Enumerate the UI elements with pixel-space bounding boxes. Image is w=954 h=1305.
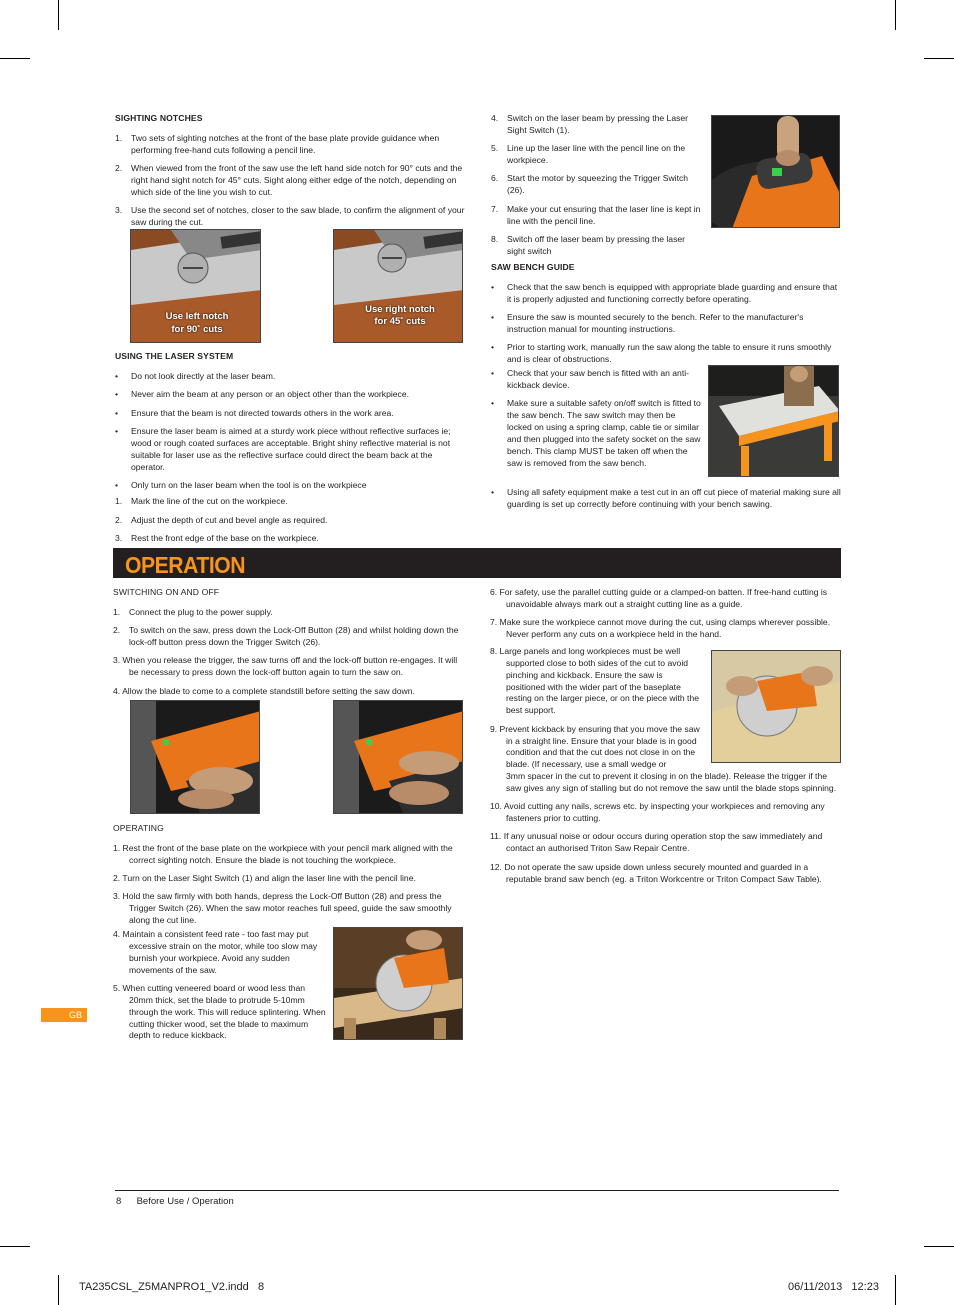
section-heading: OPERATING [113, 823, 164, 833]
list-item [491, 113, 703, 137]
list-item [491, 173, 703, 197]
item-text: When viewed from the front of the saw use the left hand side notch for 90° cuts and the right hand sight notch for 45° cuts. Sight along either edge of the notch, depending on which side of the line you wish to cut. [131, 163, 463, 197]
list-item [491, 312, 841, 336]
list-item: 12. Do not operate the saw upside down unless securely mounted and guarded in a reputable brand saw bench (eg. a Triton Workcentre or Triton Compact Saw Table). [490, 861, 822, 884]
crop-mark [0, 58, 30, 59]
item-text: Ensure that the beam is not directed towards others in the work area. [131, 407, 394, 418]
item-marker: 2. [115, 163, 123, 174]
crop-mark [924, 58, 954, 59]
item-text: Use the second set of notches, closer to the saw blade, to confirm the alignment of your saw during the cut. [131, 205, 465, 228]
item-text: Never aim the beam at any person or an object other than the workpiece. [131, 389, 410, 400]
laser-steps-continued [491, 113, 703, 264]
footer-section: Before Use / Operation [136, 1196, 234, 1207]
caption-line: Use left notch [165, 311, 229, 323]
sighting-list [115, 133, 465, 229]
item-text: Rest the front edge of the base on the workpiece. [131, 532, 319, 543]
item-marker: • [491, 281, 495, 292]
language-tab: GB [41, 1008, 87, 1022]
item-marker: 5. [491, 143, 499, 154]
item-text: Adjust the depth of cut and bevel angle as required. [131, 514, 328, 525]
photo-lock-off [130, 700, 260, 814]
operation-right-tail [490, 771, 841, 892]
item-text: Using all safety equipment make a test cut in an off cut piece of material making sure all guarding is set up correctly before continuing with your bench sawing. [507, 487, 841, 509]
list-item [491, 342, 841, 366]
list-item [115, 205, 465, 229]
list-item [115, 533, 465, 545]
list-item: 3. Hold the saw firmly with both hands, depress the Lock-Off Button (28) and press the Trigger Switch (26). When the saw motor reaches full speed, guide the saw smoothly along the cut line. [113, 891, 452, 926]
item-text: Start the motor by squeezing the Trigger Switch (26). [507, 173, 689, 196]
page-footer [116, 1195, 234, 1208]
item-text: Prior to starting work, manually run the saw along the table to ensure it runs smoothly and is clear of obstructions. [507, 342, 832, 365]
crop-mark [895, 1275, 896, 1305]
bullet: • [491, 487, 495, 497]
laser-bullet-list [115, 371, 465, 492]
list-item [491, 487, 841, 511]
item-marker: • [115, 370, 119, 381]
item-marker: 2. [115, 514, 123, 525]
item-marker: • [115, 479, 119, 490]
section-heading: SAW BENCH GUIDE [491, 262, 575, 272]
list-item: 4. Maintain a consistent feed rate - too fast may put excessive strain on the motor, while too slow may burnish your workpiece. Avoid any sudden movements of the saw. [113, 929, 318, 975]
operation-list [490, 801, 841, 885]
operating-list [113, 929, 327, 1042]
laser-steps-list [491, 113, 703, 258]
list-item [115, 515, 465, 527]
item-marker: 3. [115, 532, 123, 543]
crop-mark [924, 1246, 954, 1247]
operating-section [113, 823, 465, 934]
operation-list [490, 646, 704, 717]
operation-title: OPERATION [125, 552, 246, 578]
item-marker: 8. [491, 233, 499, 244]
list-item: 3mm spacer in the cut to prevent it closing in on the blade). Release the trigger if the saw gives any sign of stalling but do not remove the saw until the blade stops spinning. [506, 771, 837, 793]
list-item: 4. Allow the blade to come to a complete standstill before setting the saw down. [113, 685, 415, 696]
saw-bench-image [709, 366, 839, 477]
item-marker: 1. [115, 132, 123, 143]
laser-section [115, 351, 465, 551]
item-marker: • [491, 368, 495, 378]
list-item [115, 480, 465, 492]
switching-section [113, 587, 465, 704]
item-text: Ensure the saw is mounted securely to the bench. Refer to the manufacturer's instruction manual for mounting instructions. [507, 312, 804, 334]
list-item [115, 496, 465, 508]
list-item [491, 204, 703, 228]
item-marker: • [491, 312, 495, 323]
list-item: 10. Avoid cutting any nails, screws etc. by inspecting your workpieces and removing any fasteners prior to cutting. [490, 801, 825, 824]
item-text: Check that your saw bench is fitted with an anti-kickback device. [507, 368, 689, 390]
saw-handle-image [334, 701, 463, 814]
list-item [115, 371, 465, 383]
list-item [115, 426, 465, 473]
list-item: 3. When you release the trigger, the saw turns off and the lock-off button re-engages. It will be necessary to press down the lock-off button again to turn the saw on. [113, 655, 458, 678]
crop-mark [895, 0, 896, 30]
list-item: 2. Turn on the Laser Sight Switch (1) and align the laser line with the pencil line. [113, 873, 416, 884]
slug-date: 06/11/2013 12:23 [788, 1281, 879, 1293]
list-item: 11. If any unusual noise or odour occurs during operation stop the saw immediately and contact an authorised Triton Saw Repair Centre. [490, 831, 823, 854]
item-marker: 1. [115, 496, 123, 507]
list-item: 9. Prevent kickback by ensuring that you move the saw in a straight line. Ensure that your blade is in good condition and that the cut does not close in on the blade. (If necessary, use a small wedge or [490, 723, 700, 770]
operation-right-narrow [490, 646, 704, 771]
list-item [491, 282, 841, 306]
bench-last [491, 487, 841, 517]
crop-mark [58, 0, 59, 30]
list-item [491, 234, 703, 258]
list-item [113, 625, 465, 649]
laser-steps-list [115, 496, 465, 545]
slug-file: TA235CSL_Z5MANPRO1_V2.indd 8 [79, 1281, 265, 1293]
item-marker: 1. [113, 606, 121, 617]
item-marker: 2. [113, 625, 121, 636]
item-text: Make your cut ensuring that the laser line is kept in line with the pencil line. [507, 203, 701, 226]
photo-laser-switch [711, 115, 840, 228]
crop-mark [58, 1275, 59, 1305]
item-marker: • [491, 398, 495, 409]
item-marker: 7. [491, 203, 499, 214]
caption-line: Use right notch [365, 304, 435, 315]
bench-bullet-list [491, 282, 841, 366]
caption-line: for 90˚ cuts [171, 323, 223, 335]
switching-hang-list [113, 655, 465, 697]
page-number: 8 [116, 1196, 122, 1207]
item-marker: • [115, 389, 119, 400]
item-text: Line up the laser line with the pencil line on the workpiece. [507, 143, 686, 166]
item-marker: • [115, 425, 119, 436]
operation-right-wide [490, 587, 841, 647]
crop-mark [0, 1246, 30, 1247]
item-marker: • [115, 407, 119, 418]
item-text: Switch on the laser beam by pressing the Laser Sight Switch (1). [507, 113, 689, 135]
bench-bullet-list [491, 368, 701, 469]
photo-saw-bench [708, 365, 839, 477]
list-item [491, 368, 701, 392]
item-marker: • [491, 342, 495, 353]
list-item [491, 143, 703, 167]
bench-section [491, 262, 841, 373]
photo-trigger [333, 700, 463, 814]
list-item: 1. Rest the front of the base plate on the workpiece with your pencil mark aligned with the correct sighting notch. Ensure the blade is not touching the workpiece. [113, 842, 453, 865]
section-heading: SIGHTING NOTCHES [115, 113, 203, 123]
footer-rule [115, 1190, 839, 1191]
item-text: Check that the saw bench is equipped with appropriate blade guarding and ensure that it is properly adjusted and functioning correctly before operating. [507, 281, 838, 304]
photo-left-notch [130, 229, 261, 343]
item-text: Connect the plug to the power supply. [129, 606, 273, 617]
item-marker: 4. [491, 113, 499, 123]
item-text: To switch on the saw, press down the Lock-Off Button (28) and whilst holding down the lock-off button press down the Trigger Switch (26). [129, 625, 459, 648]
photo-large-panel [711, 650, 841, 763]
list-item [491, 398, 701, 469]
item-text: Mark the line of the cut on the workpiece. [131, 496, 288, 507]
item-marker: 3. [115, 205, 123, 216]
operation-banner [113, 548, 841, 578]
list-item [115, 389, 465, 401]
circular-saw-image [334, 928, 463, 1040]
item-text: Do not look directly at the laser beam. [131, 370, 276, 381]
caption-line: for 45˚ cuts [374, 316, 426, 328]
operating-narrow [113, 929, 327, 1049]
list-item [113, 607, 465, 619]
list-item: 6. For safety, use the parallel cutting guide or a clamped-on batten. If free-hand cutting is unavoidable always mark out a straight cutting line as a guide. [490, 587, 828, 609]
item-text: Only turn on the laser beam when the tool is on the workpiece [131, 479, 367, 490]
photo-right-notch [333, 229, 463, 343]
sighting-section [115, 113, 465, 235]
bench-narrow [491, 368, 701, 476]
photo-caption [358, 304, 442, 329]
list-item: 8. Large panels and long workpieces must be well supported close to both sides of the cut to avoid pinching and kickback. Ensure the saw is positioned with the wider part of the baseplate resting on the larger piece, or on the piece with the best support. [490, 646, 699, 716]
item-text: Two sets of sighting notches at the front of the base plate provide guidance when performing free-hand cuts following a pencil line. [131, 132, 440, 155]
operating-list [113, 843, 465, 927]
section-heading: USING THE LASER SYSTEM [115, 351, 234, 361]
operation-list [490, 587, 841, 641]
item-text: Make sure a suitable safety on/off switch is fitted to the saw bench. The saw switch may then be locked on using a spring clamp, cable tie or similar and then plugged into the safety socket on the saw bench. This clamp MUST be taken off when the saw is removed from the saw bench. [507, 398, 701, 468]
laser-switch-image [712, 116, 840, 228]
item-text: Switch off the laser beam by pressing the laser sight switch [507, 233, 686, 256]
item-marker: 6. [491, 173, 499, 184]
item-text: Ensure the laser beam is aimed at a sturdy work piece without reflective surfaces ie; wood or rough coated surfaces are acceptable. Bright shiny reflective material is not suitable for laser use as the reflective surface could direct the beam back at the operator. [131, 425, 451, 472]
photo-cutting [333, 927, 463, 1040]
list-item: 5. When cutting veneered board or wood less than 20mm thick, set the blade to protrude 5-10mm through the work. This will reduce splintering. When cutting thicker wood, set the blade to maximum depth to reduce kickback. [113, 982, 326, 1041]
section-heading: SWITCHING ON AND OFF [113, 587, 220, 597]
list-item [115, 163, 465, 199]
photo-caption [155, 311, 239, 336]
list-item [115, 133, 465, 157]
switching-list [113, 607, 465, 649]
panel-cutting-image [712, 651, 841, 763]
list-item [115, 408, 465, 420]
saw-handle-image [131, 701, 260, 814]
list-item: 7. Make sure the workpiece cannot move during the cut, using clamps wherever possible. Never perform any cuts on a workpiece held in the hand. [490, 617, 831, 640]
